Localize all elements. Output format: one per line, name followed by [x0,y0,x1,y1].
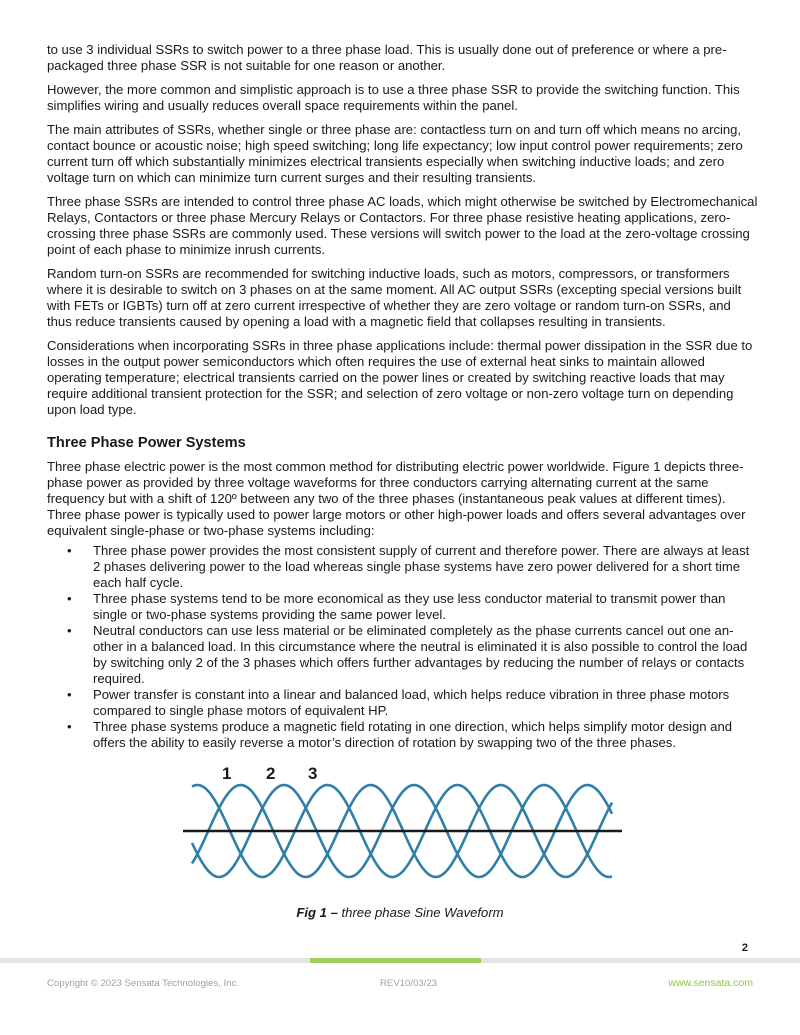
section-intro: Three phase electric power is the most common method for distributing electric power worldwide. Figure 1 depicts three-phase power as provided by three voltage waveforms for three conductors carrying alternating current at the same frequency but with a shift of 120º between any two of the three phases (instantaneous peak values at different times). Three phase power is typically used to power large motors or other high-power loads and offers several advantages over equivalent single-phase or two-phase systems including: [47,459,746,538]
paragraph-2: However, the more common and simplistic approach is to use a three phase SSR to provide the switching function. This simplifies wiring and usually reduces overall space requirements within the panel. [47,82,740,113]
phase-label-3: 3 [308,764,318,783]
body-content [47,42,759,751]
bullet-glyph: • [67,543,72,558]
footer-accent-bar [310,958,481,963]
three-phase-waveform-figure [180,760,625,885]
paragraph-6: Considerations when incorporating SSRs in three phase applications include: thermal power dissipation in the SSR due to losses in the output power semiconductors which often requires the use of external heat sinks to maintain allowed operating temperature; electrical transients carried on the power lines or created by switching reactive loads that may require additional transient protection for the SSR; and selection of zero voltage or non-zero voltage turn on depending upon load type. [47,338,753,417]
footer-revision: REV10/03/23 [380,978,438,989]
bullet-glyph: • [67,719,72,734]
caption-text: three phase Sine Waveform [337,905,504,920]
advantages-list [47,543,759,751]
list-item-text: Three phase systems tend to be more economical as they use less conductor material to transmit power than single or two-phase systems providing the same power level. [93,591,726,622]
list-item [47,687,759,719]
phase-label-2: 2 [266,764,276,783]
paragraph-3: The main attributes of SSRs, whether single or three phase are: contactless turn on and turn off which means no arcing, contact bounce or acoustic noise; high speed switching; long life expectancy; low input control power requirements; zero current turn off which substantially minimizes electrical transients especially when switching inductive loads; and zero voltage turn on which can minimize turn current surges and their resulting transients. [47,122,743,185]
page-number: 2 [741,942,748,954]
footer-copyright: Copyright © 2023 Sensata Technologies, Inc. [47,978,239,989]
bullet-glyph: • [67,687,72,702]
list-item [47,591,759,623]
list-item-text: Power transfer is constant into a linear and balanced load, which helps reduce vibration in three phase motors compared to single phase motors of equivalent HP. [93,687,730,718]
list-item [47,719,759,751]
bullet-glyph: • [67,623,72,638]
paragraph-5: Random turn-on SSRs are recommended for switching inductive loads, such as motors, compressors, or transformers where it is desirable to switch on 3 phases on at the same moment. All AC output SSRs (excepting special versions built with FETs or IGBTs) turn off at zero current irrespective of whether they are zero voltage or random turn-on SSRs, and thus reduce transients caused by opening a load with a magnetic field that collapses resulting in transients. [47,266,742,329]
footer-website-link[interactable]: www.sensata.com [668,977,753,989]
figure-caption [0,905,800,920]
bullet-glyph: • [67,591,72,606]
list-item [47,543,759,591]
section-heading: Three Phase Power Systems [47,435,246,451]
list-item-text: Three phase systems produce a magnetic field rotating in one direction, which helps simplify motor design and offers the ability to easily reverse a motor’s direction of rotation by swapping two of the three phases. [93,719,733,750]
list-item-text: Neutral conductors can use less material or be eliminated completely as the phase currents cancel out one an-other in a balanced load. In this circumstance where the neutral is eliminated it is also possible to control the load by switching only 2 of the 3 phases which offers further advantages by reducing the number of relays or contacts required. [93,623,748,686]
phase-label-1: 1 [222,764,232,783]
caption-lead: Fig 1 – [296,905,338,920]
list-item [47,623,759,687]
paragraph-1: to use 3 individual SSRs to switch power to a three phase load. This is usually done out of preference or where a pre-packaged three phase SSR is not suitable for one reason or another. [47,42,727,73]
list-item-text: Three phase power provides the most consistent supply of current and therefore power. There are always at least 2 phases delivering power to the load whereas single phase systems have zero power delivered for a short time each half cycle. [93,543,750,590]
paragraph-4: Three phase SSRs are intended to control three phase AC loads, which might otherwise be switched by Electromechanical Relays, Contactors or three phase Mercury Relays or Contactors. For three phase resistive heating applications, zero-crossing three phase SSRs are commonly used. These versions will switch power to the load at the zero-voltage crossing point of each phase to minimize inrush currents. [47,194,758,257]
